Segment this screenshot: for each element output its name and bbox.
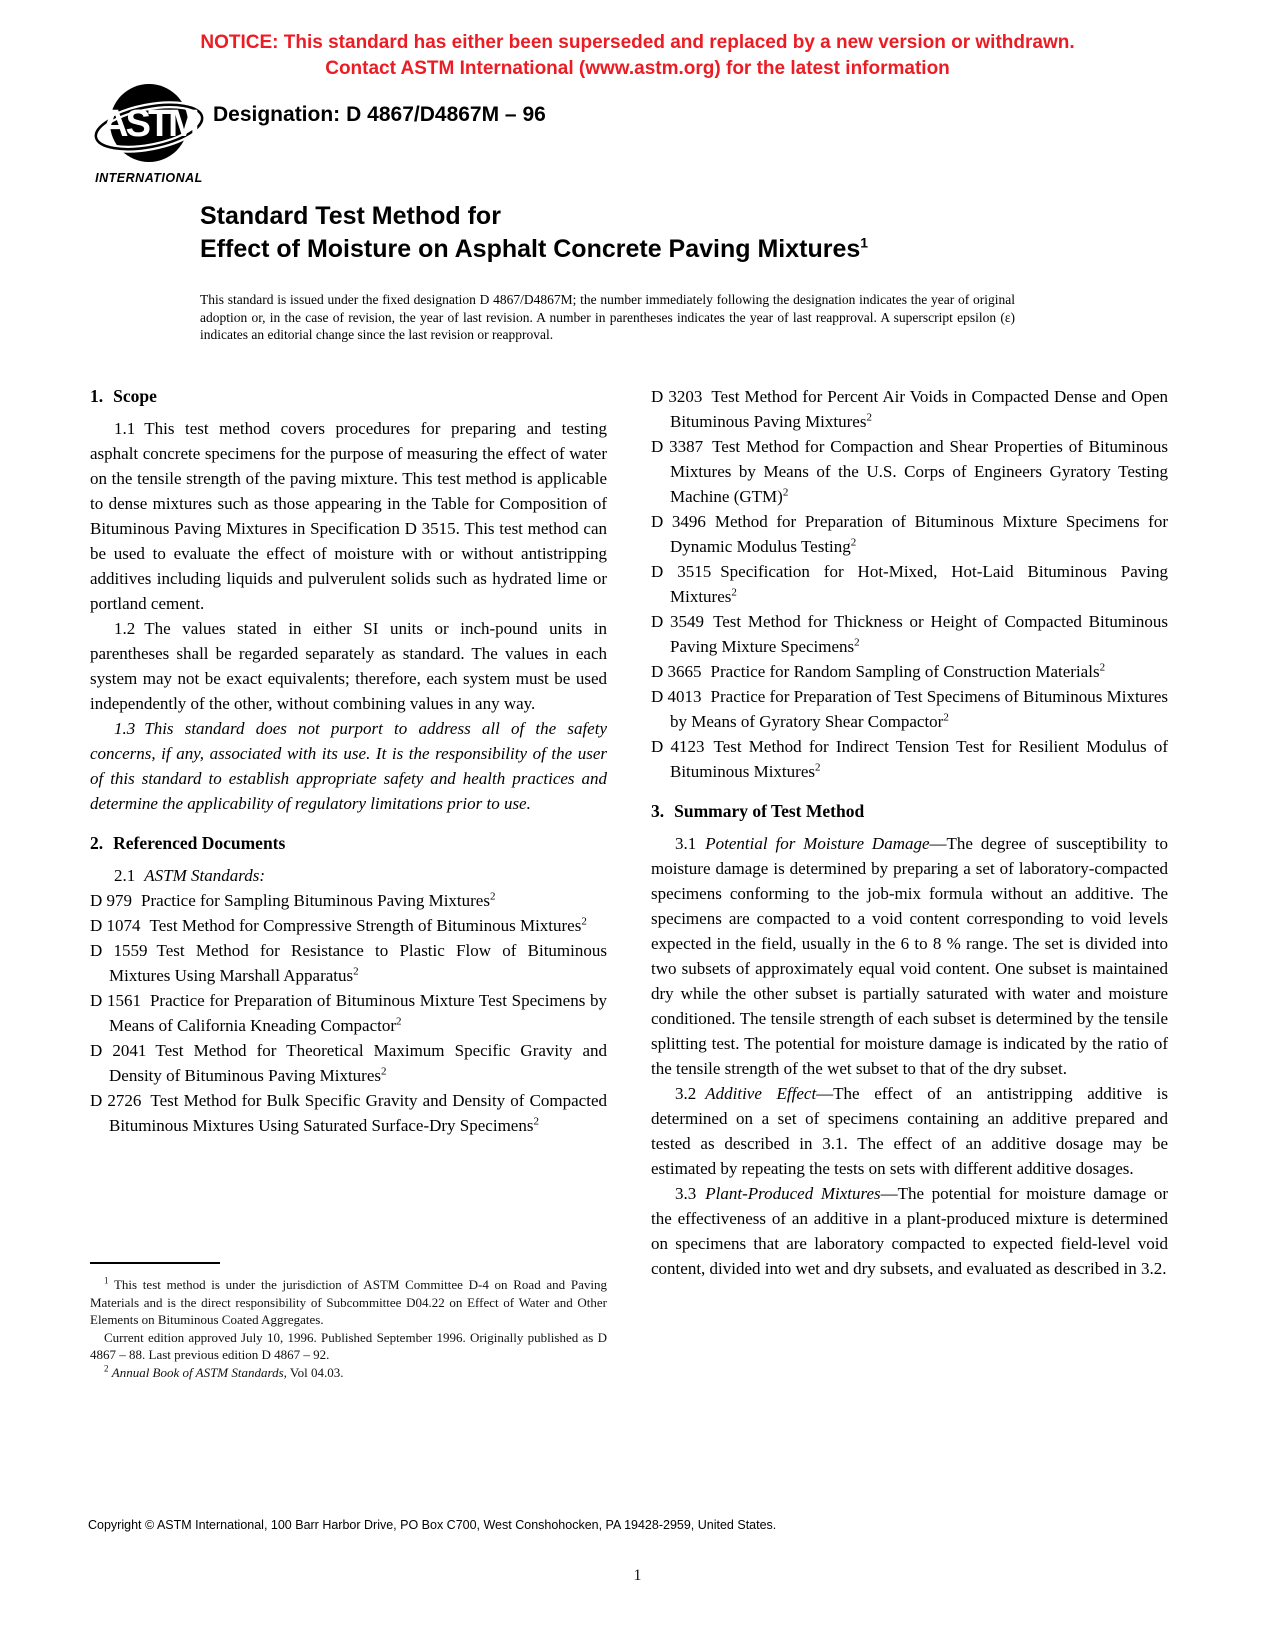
astm-logo-subtext: INTERNATIONAL — [95, 171, 203, 185]
reference-item: D 3496 Method for Preparation of Bituminous Mixture Specimens for Dynamic Modulus Testing$^2$ — [651, 512, 1168, 556]
paragraph-3-2: 3.2 Additive Effect—The effect of an antistripping additive is determined on a set of specimens containing an additive prepared and tested as described in 3.1. The effect of an additive dosage may be estimated by repeating the tests on sets with different additive dosages. — [651, 1084, 1168, 1178]
supersession-notice — [0, 30, 1275, 82]
paragraph-1-1: 1.1 This test method covers procedures for preparing and testing asphalt concrete specimens for the purpose of measuring the effect of water on the tensile strength of the paving mixture. This test method is applicable to dense mixtures such as those appearing in the Table for Composition of Bituminous Paving Mixtures in Specification D 3515. This test method can be used to evaluate the effect of moisture with or without antistripping additives including liquids and pulverulent solids such as hydrated lime or portland cement. — [90, 419, 607, 613]
reference-item: D 1561 Practice for Preparation of Bituminous Mixture Test Specimens by Means of California Kneading Compactor$^2$ — [90, 991, 607, 1035]
svg-text:ASTM: ASTM — [101, 103, 197, 145]
title-line-2: Effect of Moisture on Asphalt Concrete Paving Mixtures$^1$ — [200, 234, 869, 263]
issue-statement: This standard is issued under the fixed designation D 4867/D4867M; the number immediately following the designation indicates the year of original adoption or, in the case of revision, the year of last revision. A number in parentheses indicates the year of last reapproval. A superscript epsilon (ε) indicates an editorial change since the last revision or reapproval. — [200, 292, 1015, 342]
paragraph-3-3: 3.3 Plant-Produced Mixtures—The potential for moisture damage or the effectiveness of an additive in a plant-produced mixture is determined on specimens that are laboratory compacted to expected field-level void content, divided into wet and dry subsets, and evaluated as described in 3.2. — [651, 1184, 1168, 1278]
footnote-1: $^1$ This test method is under the jurisdiction of ASTM Committee D-4 on Road and Paving Materials and is the direct responsibility of Subcommittee D04.22 on Effect of Water and Other Elements on Bituminous Coated Aggregates. — [90, 1275, 607, 1327]
reference-item: D 3515 Specification for Hot-Mixed, Hot-Laid Bituminous Paving Mixtures$^2$ — [651, 562, 1168, 606]
reference-item: D 1074 Test Method for Compressive Strength of Bituminous Mixtures$^2$ — [90, 915, 587, 935]
designation-value: D 4867/D4867M – 96 — [346, 103, 546, 126]
footnote-separator — [90, 1262, 220, 1264]
paragraph-2-1: 2.1 ASTM Standards: — [114, 866, 265, 885]
astm-logo — [90, 82, 208, 185]
paragraph-1-2: 1.2 The values stated in either SI units or inch-pound units in parentheses shall be regarded separately as standard. The values in each system may not be exact equivalents; therefore, each system must be used independently of the other, without combining values in any way. — [90, 619, 607, 713]
footnote-2: $^2$ Annual Book of ASTM Standards, Vol 04.03. — [104, 1363, 344, 1380]
right-column — [651, 384, 1168, 1281]
footnotes — [90, 1262, 607, 1381]
designation — [213, 103, 546, 127]
notice-line-2: Contact ASTM International (www.astm.org) for the latest information — [325, 58, 950, 79]
reference-item: D 3387 Test Method for Compaction and Shear Properties of Bituminous Mixtures by Means of the U.S. Corps of Engineers Gyratory Testing Machine (GTM)$^2$ — [651, 437, 1169, 506]
reference-item: D 4013 Practice for Preparation of Test Specimens of Bituminous Mixtures by Means of Gyratory Shear Compactor$^2$ — [651, 687, 1169, 731]
left-column — [90, 384, 607, 1138]
reference-item: D 3203 Test Method for Percent Air Voids in Compacted Dense and Open Bituminous Paving Mixtures$^2$ — [651, 387, 1168, 431]
copyright-line: Copyright © ASTM International, 100 Barr Harbor Drive, PO Box C700, West Conshohocken, PA 19428-2959, United States. — [88, 1518, 777, 1532]
paragraph-3-1: 3.1 Potential for Moisture Damage—The degree of susceptibility to moisture damage is determined by preparing a set of laboratory-compacted specimens conforming to the job-mix formula without an additive. The specimens are compacted to a void content corresponding to void levels expected in the field, usually in the 6 to 8 % range. The set is divided into two subsets of approximately equal void content. One subset is maintained dry while the other subset is partially saturated with water and moisture conditioned. The tensile strength of each subset is determined by the tensile splitting test. The potential for moisture damage is indicated by the ratio of the tensile strength of the wet subset to that of the dry subset. — [651, 834, 1168, 1078]
title-footnote-marker: 1 — [860, 234, 869, 251]
astm-globe-icon — [93, 82, 205, 168]
reference-item: D 979 Practice for Sampling Bituminous Paving Mixtures$^2$ — [90, 890, 496, 910]
reference-item: D 2041 Test Method for Theoretical Maximum Specific Gravity and Density of Bituminous Paving Mixtures$^2$ — [90, 1041, 607, 1085]
reference-item: D 2726 Test Method for Bulk Specific Gravity and Density of Compacted Bituminous Mixtures Using Saturated Surface-Dry Specimens$^2$ — [90, 1091, 607, 1135]
document-title — [200, 200, 1080, 266]
section-heading-referenced-documents: 2. Referenced Documents — [90, 833, 286, 853]
reference-item: D 4123 Test Method for Indirect Tension Test for Resilient Modulus of Bituminous Mixtures$^2$ — [651, 737, 1168, 781]
footnote-1-edition: Current edition approved July 10, 1996. Published September 1996. Originally published as D 4867 – 88. Last previous edition D 4867 – 92. — [90, 1329, 607, 1362]
designation-label: Designation: — [213, 103, 341, 126]
notice-line-1: NOTICE: This standard has either been superseded and replaced by a new version or withdrawn. — [200, 32, 1075, 53]
section-heading-scope: 1. Scope — [90, 386, 157, 406]
reference-item: D 1559 Test Method for Resistance to Plastic Flow of Bituminous Mixtures Using Marshall Apparatus$^2$ — [90, 941, 607, 985]
paragraph-1-3: 1.3 This standard does not purport to address all of the safety concerns, if any, associated with its use. It is the responsibility of the user of this standard to establish appropriate safety and health practices and determine the applicability of regulatory limitations prior to use. — [90, 719, 607, 813]
reference-item: D 3549 Test Method for Thickness or Height of Compacted Bituminous Paving Mixture Specimens$^2$ — [651, 612, 1168, 656]
section-heading-summary: 3. Summary of Test Method — [651, 801, 865, 821]
page-number: 1 — [633, 1567, 642, 1584]
title-line-1: Standard Test Method for — [200, 202, 501, 230]
reference-item: D 3665 Practice for Random Sampling of Construction Materials$^2$ — [651, 661, 1106, 681]
